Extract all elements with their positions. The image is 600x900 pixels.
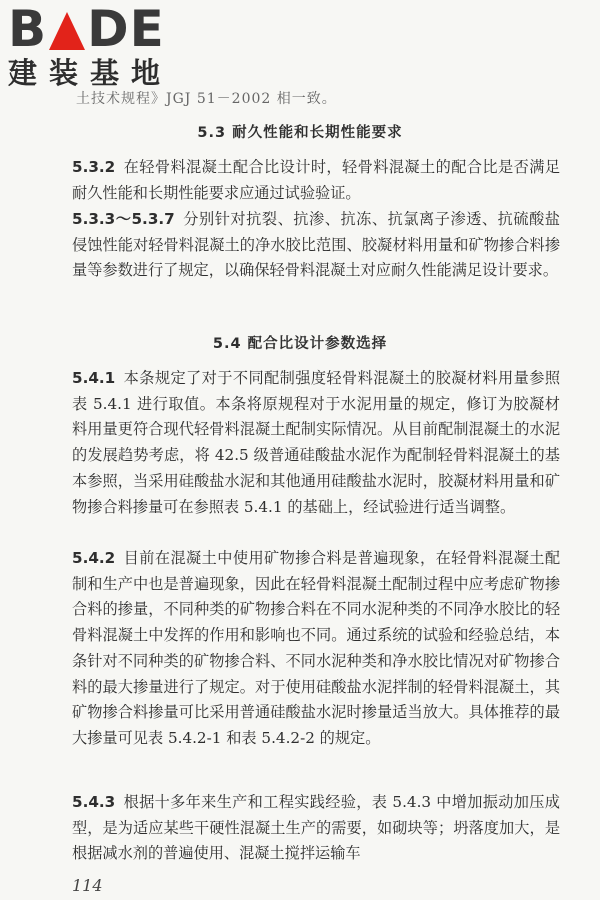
clause-number: 5.4.3 (72, 793, 116, 811)
continued-text-fragment: 土技术规程》JGJ 51－2002 相一致。 (76, 91, 337, 107)
clause-5-3-3-to-5-3-7 (72, 207, 560, 284)
clause-number: 5.3.2 (72, 158, 116, 176)
clause-5-3-2 (72, 155, 560, 206)
section-heading-5-3: 5.3 耐久性能和长期性能要求 (197, 125, 403, 141)
clause-text: 本条规定了对于不同配制强度轻骨料混凝土的胶凝材料用量参照表 5.4.1 进行取值。本条将原规程对于水泥用量的规定，修订为胶凝材料用量更符合现代轻骨料混凝土配制实际情况。从目前配制混凝土的水泥的发展趋势考虑，将 42.5 级普通硅酸盐水泥作为配制轻骨料混凝土的基本参照，当采用硅酸盐水泥和其他通用硅酸盐水泥时，胶凝材料用量和矿物掺合料掺量可在参照表 5.4.1 的基础上，经试验进行适当调整。 (72, 369, 560, 516)
clause-number: 5.3.3～5.3.7 (72, 210, 175, 228)
section-heading-5-4: 5.4 配合比设计参数选择 (212, 336, 388, 352)
clause-5-4-2 (72, 546, 560, 752)
logo-chinese-name: 建装基地 (8, 56, 173, 90)
page-number: 114 (72, 876, 103, 895)
logo-wordmark (8, 0, 172, 58)
logo-triangle-icon (49, 12, 85, 50)
clause-text: 分别针对抗裂、抗渗、抗冻、抗氯离子渗透、抗硫酸盐侵蚀性能对轻骨料混凝土的净水胶比范围、胶凝材料用量和矿物掺合料掺量等参数进行了规定，以确保轻骨料混凝土对应耐久性能满足设计要求。 (72, 210, 560, 280)
clause-text: 目前在混凝土中使用矿物掺合料是普遍现象，在轻骨料混凝土配制和生产中也是普遍现象，因此在轻骨料混凝土配制过程中应考虑矿物掺合料的掺量，不同种类的矿物掺合料在不同水泥种类的不同净水胶比的轻骨料混凝土中发挥的作用和影响也不同。通过系统的试验和经验总结，本条针对不同种类的矿物掺合料、不同水泥种类和净水胶比情况对矿物掺合料的最大掺量进行了规定。对于使用硅酸盐水泥拌制的轻骨料混凝土，其矿物掺合料掺量可比采用普通硅酸盐水泥时掺量适当放大。具体推荐的最大掺量可见表 5.4.2-1 和表 5.4.2-2 的规定。 (72, 549, 560, 747)
clause-text: 在轻骨料混凝土配合比设计时，轻骨料混凝土的配合比是否满足耐久性能和长期性能要求应通过试验验证。 (72, 158, 560, 202)
clause-number: 5.4.1 (72, 369, 116, 387)
clause-5-4-3 (72, 790, 560, 867)
logo-letter-b: B (8, 0, 48, 58)
bade-logo (8, 0, 173, 90)
clause-5-4-1 (72, 366, 560, 520)
logo-letters-de: DE (87, 0, 165, 58)
clause-number: 5.4.2 (72, 549, 116, 567)
clause-text: 根据十多年来生产和工程实践经验，表 5.4.3 中增加振动加压成型，是为适应某些干硬性混凝土生产的需要，如砌块等；坍落度加大，是根据减水剂的普遍使用、混凝土搅拌运输车 (72, 793, 560, 863)
